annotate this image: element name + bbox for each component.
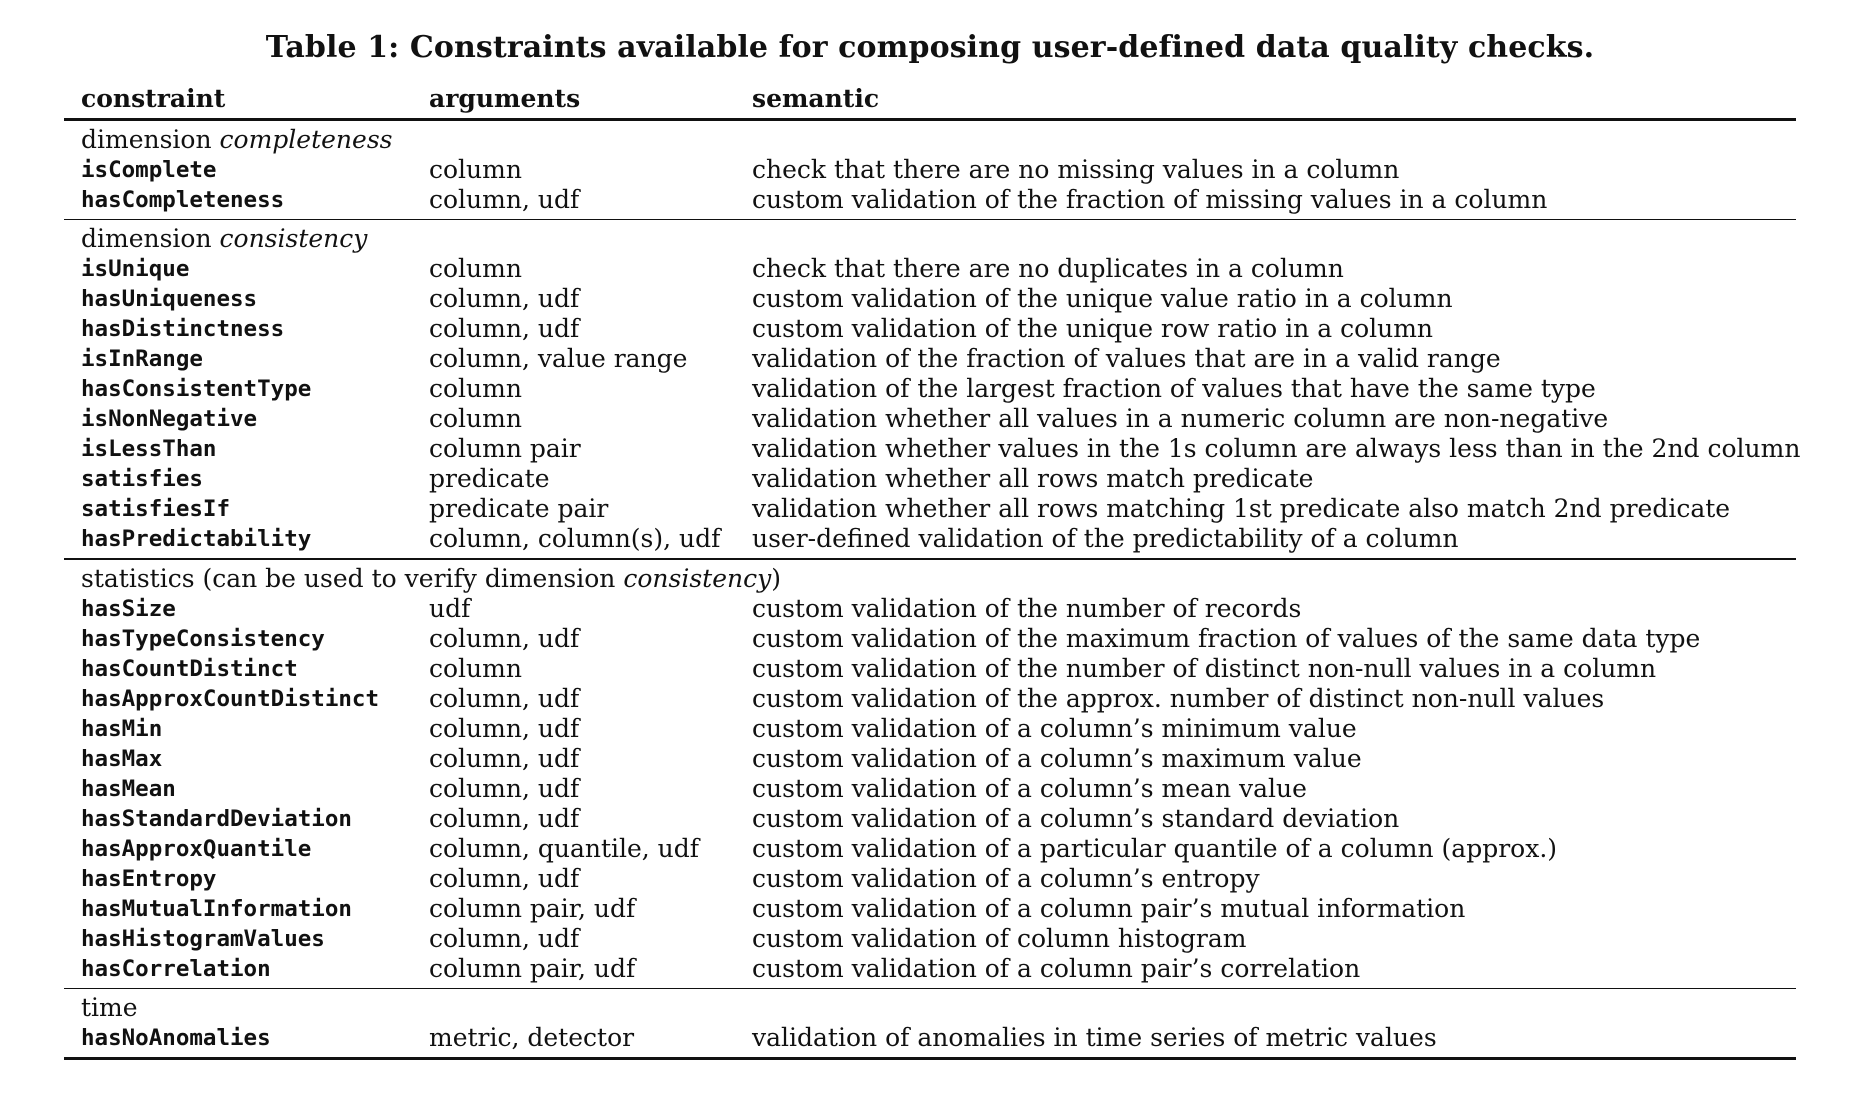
constraints-table (64, 80, 1801, 1060)
table-row (64, 954, 1796, 984)
section-title (64, 989, 1796, 1023)
constraint-cell: satisfiesIf (81, 496, 231, 522)
semantic-cell: custom validation of the approx. number of distinct non-null values (752, 683, 1605, 713)
table-row (64, 654, 1796, 684)
semantic-cell: custom validation of the maximum fraction of values of the same data type (752, 623, 1701, 653)
arguments-cell: column, udf (429, 683, 580, 713)
arguments-cell: column (429, 404, 522, 433)
section-title-emphasis: consistency (623, 563, 772, 593)
constraint-cell: hasHistogramValues (81, 925, 325, 952)
section-title-text (81, 220, 367, 258)
semantic-cell: validation whether all values in a numeric column are non-negative (752, 404, 1609, 433)
semantic-cell: validation of the largest fraction of values that have the same type (752, 374, 1596, 403)
section-title-text (81, 560, 781, 598)
table-row (64, 924, 1796, 954)
section-title-text (81, 121, 392, 159)
arguments-cell: column, column(s), udf (429, 524, 721, 553)
section-title-text (81, 989, 138, 1027)
arguments-cell: column, udf (429, 314, 580, 343)
constraint-cell: hasPredictability (81, 526, 312, 552)
table-row (64, 494, 1796, 524)
semantic-cell: custom validation of a column’s standard deviation (752, 803, 1400, 833)
constraint-cell: hasApproxCountDistinct (81, 685, 380, 712)
section-title (64, 121, 1796, 155)
section-title-prefix: dimension (81, 124, 220, 154)
table-row (64, 864, 1796, 894)
arguments-cell: column, udf (429, 923, 580, 953)
constraint-cell: hasMax (81, 745, 163, 772)
arguments-cell: column, udf (429, 623, 580, 653)
constraint-cell: hasNoAnomalies (81, 1025, 271, 1051)
table-row (64, 894, 1796, 924)
arguments-cell: column, udf (429, 713, 580, 743)
semantic-cell: custom validation of the unique value ratio in a column (752, 284, 1453, 313)
table-row (64, 524, 1796, 554)
arguments-cell: column (429, 374, 522, 403)
semantic-cell: validation of anomalies in time series of metric values (752, 1023, 1437, 1052)
arguments-cell: column (429, 653, 522, 683)
table-row (64, 594, 1796, 624)
table-row (64, 714, 1796, 744)
table-row (64, 684, 1796, 714)
arguments-cell: column, udf (429, 803, 580, 833)
constraint-cell: hasEntropy (81, 865, 217, 892)
constraint-cell: hasStandardDeviation (81, 805, 352, 832)
arguments-cell: column, udf (429, 743, 580, 773)
constraint-cell: hasDistinctness (81, 316, 285, 342)
semantic-cell: check that there are no duplicates in a column (752, 254, 1344, 283)
semantic-cell: custom validation of the number of distinct non-null values in a column (752, 653, 1657, 683)
arguments-cell: metric, detector (429, 1023, 635, 1052)
constraint-cell: hasTypeConsistency (81, 625, 325, 652)
constraint-cell: isNonNegative (81, 406, 258, 432)
constraint-cell: hasCompleteness (81, 186, 285, 213)
arguments-cell: column, value range (429, 344, 688, 373)
constraint-cell: hasMin (81, 715, 163, 742)
table-row (64, 804, 1796, 834)
constraint-cell: hasApproxQuantile (81, 835, 312, 862)
semantic-cell: custom validation of a column pair’s mutual information (752, 893, 1466, 923)
bottom-rule (64, 1057, 1796, 1060)
constraint-cell: hasSize (81, 595, 176, 622)
header-arguments: arguments (429, 84, 581, 113)
semantic-cell: custom validation of a particular quantile of a column (approx.) (752, 833, 1558, 863)
constraint-cell: hasMean (81, 775, 176, 802)
semantic-cell: validation of the fraction of values that are in a valid range (752, 344, 1501, 373)
arguments-cell: column pair, udf (429, 893, 636, 923)
table-caption: Table 1: Constraints available for composing user-defined data quality checks. (265, 30, 1595, 65)
arguments-cell: column, udf (429, 284, 580, 313)
table-row (64, 314, 1796, 344)
semantic-cell: custom validation of a column’s mean value (752, 773, 1307, 803)
arguments-cell: column pair (429, 434, 581, 463)
arguments-cell: column (429, 254, 522, 283)
semantic-cell: custom validation of a column’s entropy (752, 863, 1260, 893)
table-row (64, 284, 1796, 314)
semantic-cell: custom validation of a column pair’s correlation (752, 953, 1361, 983)
header-constraint: constraint (81, 84, 226, 113)
section-title-emphasis: completeness (219, 124, 393, 154)
table-row (64, 155, 1796, 185)
section-title-prefix: statistics (can be used to verify dimension (81, 563, 624, 593)
table-header-row (64, 80, 1796, 118)
table-row (64, 774, 1796, 804)
constraint-cell: hasUniqueness (81, 286, 258, 312)
semantic-cell: check that there are no missing values in a column (752, 154, 1400, 184)
semantic-cell: custom validation of a column’s minimum value (752, 713, 1357, 743)
section-title (64, 560, 1796, 594)
semantic-cell: user-defined validation of the predictability of a column (752, 524, 1459, 553)
table-row (64, 834, 1796, 864)
constraint-cell: hasCountDistinct (81, 655, 298, 682)
section-title-prefix: time (81, 993, 138, 1022)
semantic-cell: custom validation of the unique row ratio in a column (752, 314, 1434, 343)
header-semantic: semantic (752, 84, 880, 113)
table-row (64, 344, 1796, 374)
semantic-cell: validation whether all rows match predicate (752, 464, 1314, 493)
constraint-cell: isUnique (81, 256, 190, 282)
arguments-cell: column, udf (429, 863, 580, 893)
semantic-cell: validation whether values in the 1s column are always less than in the 2nd column (752, 434, 1801, 463)
arguments-cell: column (429, 154, 522, 184)
table-row (64, 744, 1796, 774)
arguments-cell: column, quantile, udf (429, 833, 700, 863)
table-row (64, 1023, 1796, 1053)
arguments-cell: udf (429, 593, 471, 623)
arguments-cell: column, udf (429, 184, 580, 214)
constraint-cell: hasCorrelation (81, 955, 271, 982)
section-title-suffix: ) (771, 563, 782, 593)
table-row (64, 624, 1796, 654)
semantic-cell: validation whether all rows matching 1st predicate also match 2nd predicate (752, 494, 1731, 523)
constraint-cell: hasMutualInformation (81, 895, 352, 922)
table-row (64, 185, 1796, 215)
table-row (64, 374, 1796, 404)
table-row (64, 434, 1801, 464)
semantic-cell: custom validation of the fraction of missing values in a column (752, 184, 1548, 214)
arguments-cell: predicate (429, 464, 550, 493)
semantic-cell: custom validation of a column’s maximum value (752, 743, 1362, 773)
arguments-cell: predicate pair (429, 494, 609, 523)
constraint-cell: satisfies (81, 466, 203, 492)
arguments-cell: column pair, udf (429, 953, 636, 983)
constraint-cell: isInRange (81, 346, 203, 372)
section-title-emphasis: consistency (219, 224, 368, 253)
section-title (64, 220, 1796, 254)
table-row (64, 404, 1796, 434)
constraint-cell: hasConsistentType (81, 376, 312, 402)
arguments-cell: column, udf (429, 773, 580, 803)
section-title-prefix: dimension (81, 224, 220, 253)
table-row (64, 464, 1796, 494)
table-row (64, 254, 1796, 284)
semantic-cell: custom validation of the number of records (752, 593, 1302, 623)
constraint-cell: isComplete (81, 156, 217, 183)
constraint-cell: isLessThan (81, 436, 217, 462)
semantic-cell: custom validation of column histogram (752, 923, 1247, 953)
table-body (64, 121, 1801, 1060)
